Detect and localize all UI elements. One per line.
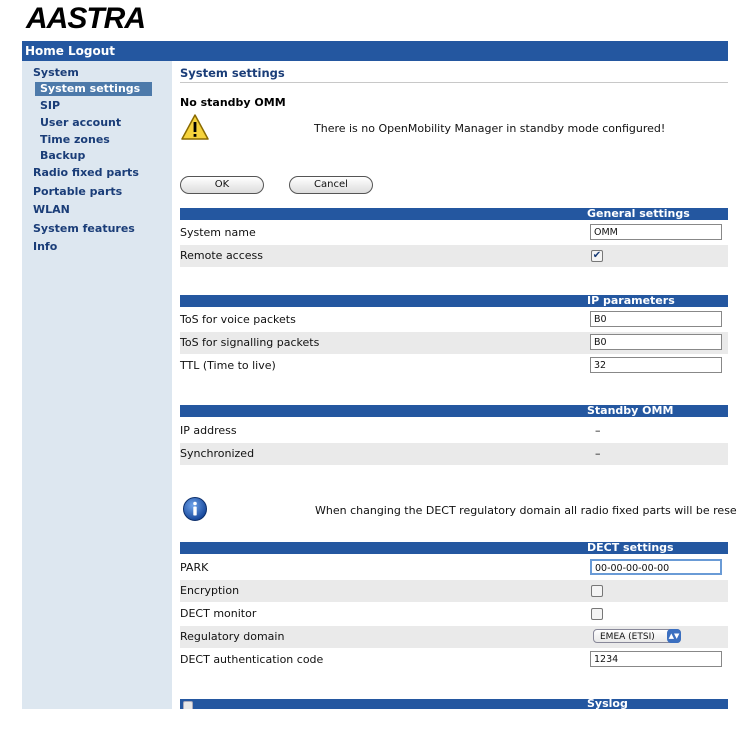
dect-auth-label: DECT authentication code xyxy=(180,653,324,666)
regulatory-domain-label: Regulatory domain xyxy=(180,630,285,643)
ip-address-row xyxy=(180,420,728,442)
synchronized-value: – xyxy=(595,447,601,460)
sidebar xyxy=(22,61,172,709)
system-name-row xyxy=(180,222,728,244)
synchronized-label: Synchronized xyxy=(180,447,255,460)
system-name-label: System name xyxy=(180,226,256,239)
sidebar-item-backup[interactable]: Backup xyxy=(40,149,86,162)
regulatory-domain-value: EMEA (ETSI) xyxy=(600,632,655,642)
ip-address-value: – xyxy=(595,424,601,437)
ttl-label: TTL (Time to live) xyxy=(180,359,276,372)
ok-button[interactable]: OK xyxy=(180,176,264,194)
sidebar-item-radio-fixed-parts[interactable]: Radio fixed parts xyxy=(33,166,139,179)
encryption-checkbox[interactable] xyxy=(591,585,603,597)
syslog-checkbox[interactable] xyxy=(183,701,193,709)
standby-omm-title: Standby OMM xyxy=(587,404,674,417)
syslog-title: Syslog xyxy=(587,699,628,709)
dect-auth-input[interactable]: 1234 xyxy=(590,651,722,667)
synchronized-row xyxy=(180,443,728,465)
cancel-button[interactable]: Cancel xyxy=(289,176,373,194)
dect-settings-title: DECT settings xyxy=(587,541,674,554)
page-title: System settings xyxy=(180,66,285,80)
ttl-input[interactable]: 32 xyxy=(590,357,722,373)
sidebar-item-sip[interactable]: SIP xyxy=(40,99,61,112)
dect-monitor-checkbox[interactable] xyxy=(591,608,603,620)
dect-settings-header xyxy=(180,542,728,554)
syslog-header xyxy=(180,699,728,709)
aastra-logo: AASTRA xyxy=(26,2,145,35)
general-settings-header xyxy=(180,208,728,220)
tos-voice-row xyxy=(180,309,728,331)
sidebar-item-info[interactable]: Info xyxy=(33,240,58,253)
tos-signalling-input[interactable]: B0 xyxy=(590,334,722,350)
sidebar-item-system-features[interactable]: System features xyxy=(33,222,135,235)
sidebar-item-wlan[interactable]: WLAN xyxy=(33,203,70,216)
dect-monitor-row xyxy=(180,603,728,625)
park-row xyxy=(180,557,728,579)
regulatory-domain-select[interactable] xyxy=(593,629,681,643)
dect-monitor-label: DECT monitor xyxy=(180,607,257,620)
system-name-input[interactable]: OMM xyxy=(590,224,722,240)
sidebar-item-portable-parts[interactable]: Portable parts xyxy=(33,185,123,198)
sidebar-item-system[interactable]: System xyxy=(33,66,79,79)
park-label: PARK xyxy=(180,561,209,574)
tos-signalling-label: ToS for signalling packets xyxy=(180,336,320,349)
ttl-row xyxy=(180,355,728,377)
park-input[interactable]: 00-00-00-00-00 xyxy=(590,559,722,575)
sidebar-item-user-account[interactable]: User account xyxy=(40,116,122,129)
dect-auth-row xyxy=(180,649,728,671)
encryption-row xyxy=(180,580,728,602)
main-content xyxy=(172,61,737,709)
encryption-label: Encryption xyxy=(180,584,240,597)
info-icon xyxy=(182,496,208,525)
tos-voice-input[interactable]: B0 xyxy=(590,311,722,327)
warning-icon xyxy=(180,113,210,144)
home-link[interactable]: Home xyxy=(25,44,64,58)
standby-omm-header xyxy=(180,405,728,417)
notice-title: No standby OMM xyxy=(180,96,286,109)
sidebar-item-time-zones[interactable]: Time zones xyxy=(40,133,110,146)
select-arrows-icon: ▲▼ xyxy=(667,629,681,643)
ip-parameters-title: IP parameters xyxy=(587,294,675,307)
general-settings-title: General settings xyxy=(587,207,690,220)
remote-access-label: Remote access xyxy=(180,249,264,262)
tos-voice-label: ToS for voice packets xyxy=(180,313,296,326)
sidebar-item-system-settings[interactable]: System settings xyxy=(35,82,152,96)
info-message: When changing the DECT regulatory domain all radio fixed parts will be rese xyxy=(315,504,737,517)
ip-parameters-header xyxy=(180,295,728,307)
title-divider xyxy=(180,82,728,83)
remote-access-row xyxy=(180,245,728,267)
ip-address-label: IP address xyxy=(180,424,237,437)
regulatory-domain-row xyxy=(180,626,728,648)
tos-signalling-row xyxy=(180,332,728,354)
logout-link[interactable]: Logout xyxy=(68,44,116,58)
top-nav-bar xyxy=(22,41,728,61)
remote-access-checkbox[interactable]: ✔ xyxy=(592,250,602,261)
warning-message: There is no OpenMobility Manager in standby mode configured! xyxy=(314,122,666,135)
